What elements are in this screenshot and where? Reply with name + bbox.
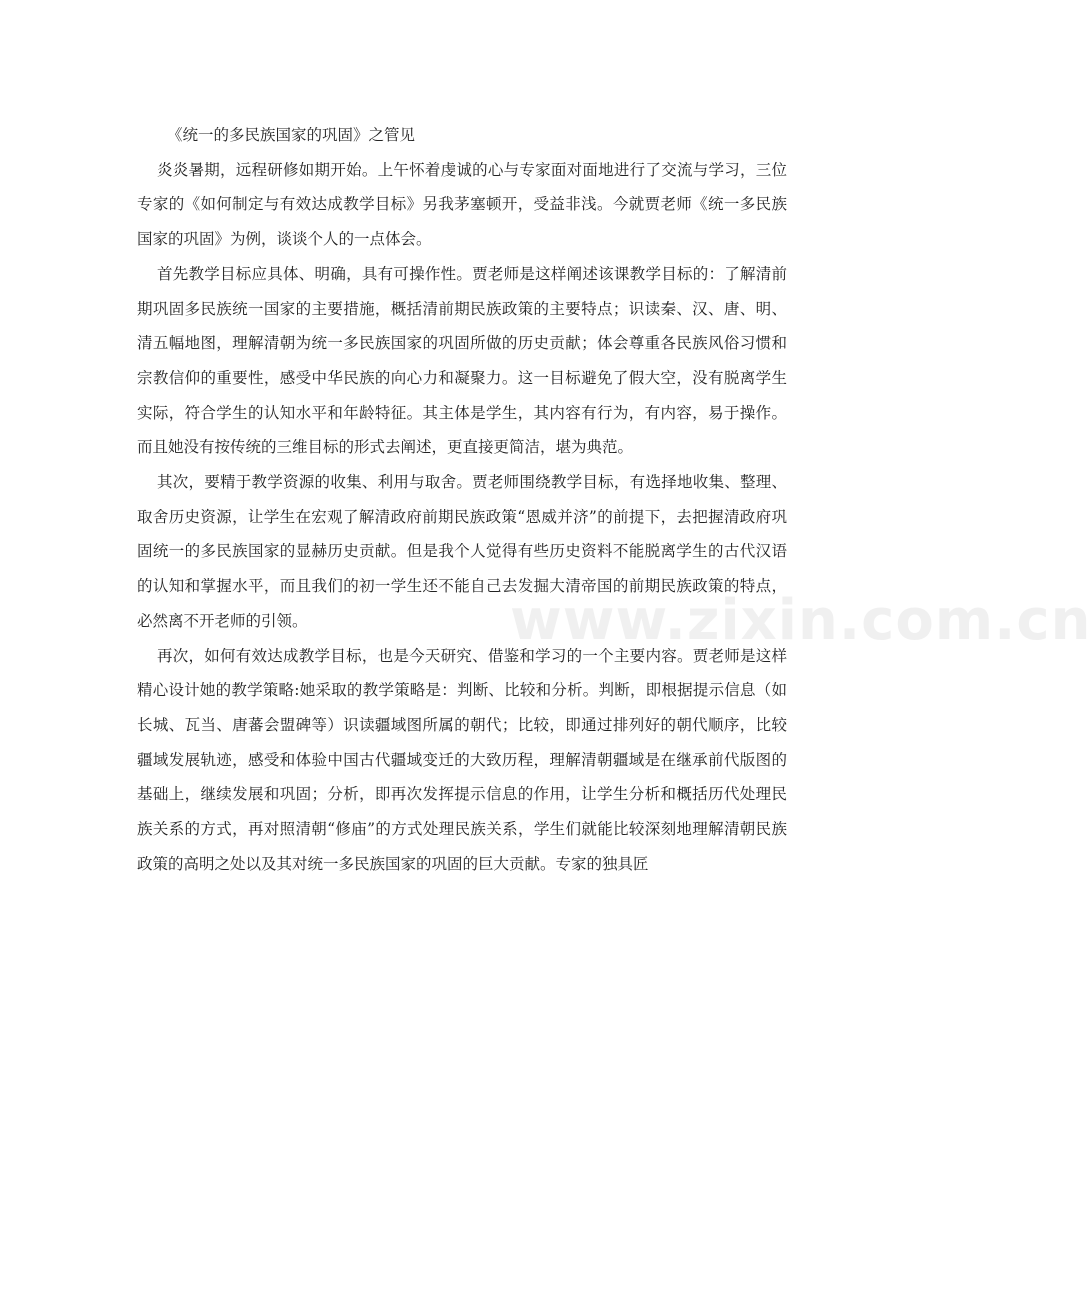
paragraph-third-point: 再次，如何有效达成教学目标，也是今天研究、借鉴和学习的一个主要内容。贾老师是这样精心设计她的教学策略:她采取的教学策略是：判断、比较和分析。判断，即根据提示信息（如长城、瓦当、唐蕃会盟碑等）识读疆域图所属的朝代；比较，即通过排列好的朝代顺序，比较疆域发展轨迹，感受和体验中国古代疆域变迁的大致历程，理解清朝疆域是在继承前代版图的基础上，继续发展和巩固；分析，即再次发挥提示信息的作用，让学生分析和概括历代处理民族关系的方式，再对照清朝“修庙”的方式处理民族关系，学生们就能比较深刻地理解清朝民族政策的高明之处以及其对统一多民族国家的巩固的巨大贡献。专家的独具匠 [137, 646, 787, 873]
document-body [137, 118, 787, 881]
paragraph-first-point: 首先教学目标应具体、明确，具有可操作性。贾老师是这样阐述该课教学目标的：了解清前期巩固多民族统一国家的主要措施，概括清前期民族政策的主要特点；识读秦、汉、唐、明、清五幅地图，理解清朝为统一多民族国家的巩固所做的历史贡献；体会尊重各民族风俗习惯和宗教信仰的重要性，感受中华民族的向心力和凝聚力。这一目标避免了假大空，没有脱离学生实际，符合学生的认知水平和年龄特征。其主体是学生，其内容有行为，有内容，易于操作。而且她没有按传统的三维目标的形式去阐述，更直接更简洁，堪为典范。 [137, 264, 787, 457]
watermark: www.zixin.com.cn [510, 588, 1092, 653]
paragraph-intro: 炎炎暑期，远程研修如期开始。上午怀着虔诚的心与专家面对面地进行了交流与学习，三位专家的《如何制定与有效达成教学目标》另我茅塞顿开，受益非浅。今就贾老师《统一多民族国家的巩固》为例，谈谈个人的一点体会。 [137, 160, 787, 249]
paragraph-second-point: 其次，要精于教学资源的收集、利用与取舍。贾老师围绕教学目标，有选择地收集、整理、取舍历史资源，让学生在宏观了解清政府前期民族政策“恩威并济”的前提下，去把握清政府巩固统一的多民族国家的显赫历史贡献。但是我个人觉得有些历史资料不能脱离学生的古代汉语的认知和掌握水平，而且我们的初一学生还不能自己去发掘大清帝国的前期民族政策的特点，必然离不开老师的引领。 [137, 473, 787, 630]
document-title: 《统一的多民族国家的巩固》之管见 [167, 126, 416, 144]
